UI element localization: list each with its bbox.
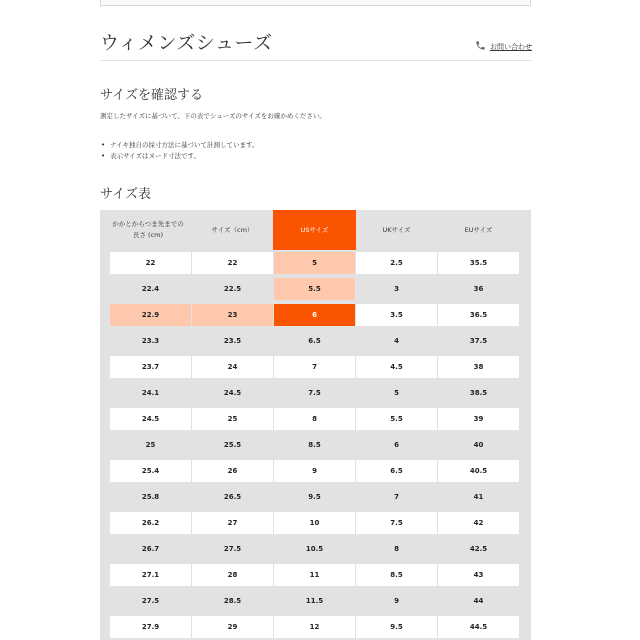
table-cell: 22.5 xyxy=(192,278,273,300)
table-cell: 44.5 xyxy=(438,616,519,638)
header-foot-length: かかとからつま先までの長さ (cm) xyxy=(112,220,184,239)
table-cell: 2.5 xyxy=(356,252,437,274)
table-cell: 29 xyxy=(192,616,273,638)
table-cell: 25 xyxy=(192,408,273,430)
table-cell: 6.5 xyxy=(356,460,437,482)
table-cell: 23.5 xyxy=(192,330,273,352)
table-cell: 3 xyxy=(356,278,437,300)
table-cell: 9 xyxy=(356,590,437,612)
table-cell: 12 xyxy=(274,616,355,638)
table-cell: 40 xyxy=(438,434,519,456)
table-cell: 36.5 xyxy=(438,304,519,326)
table-cell: 24 xyxy=(192,356,273,378)
table-cell: 8.5 xyxy=(356,564,437,586)
table-cell: 42 xyxy=(438,512,519,534)
table-cell: 43 xyxy=(438,564,519,586)
note-item: • ナイキ独自の採寸方法に基づいて計測しています。 xyxy=(100,140,259,151)
table-cell: 23.7 xyxy=(110,356,191,378)
table-cell: 22.9 xyxy=(110,304,191,326)
table-cell: 27 xyxy=(192,512,273,534)
table-cell: 24.1 xyxy=(110,382,191,404)
table-cell: 24.5 xyxy=(192,382,273,404)
table-cell: 9 xyxy=(274,460,355,482)
table-cell: 8 xyxy=(356,538,437,560)
table-cell: 42.5 xyxy=(438,538,519,560)
header-uk-size: UKサイズ xyxy=(382,225,411,234)
table-cell: 22.4 xyxy=(110,278,191,300)
table-cell: 40.5 xyxy=(438,460,519,482)
contact-link[interactable] xyxy=(475,40,532,53)
table-cell: 25.5 xyxy=(192,434,273,456)
table-cell: 11.5 xyxy=(274,590,355,612)
table-cell: 41 xyxy=(438,486,519,508)
table-cell: 27.9 xyxy=(110,616,191,638)
table-cell: 6 xyxy=(356,434,437,456)
table-cell: 4 xyxy=(356,330,437,352)
table-cell: 26.2 xyxy=(110,512,191,534)
table-cell: 22 xyxy=(110,252,191,274)
table-cell: 8.5 xyxy=(274,434,355,456)
title-divider xyxy=(100,60,531,61)
table-cell: 28 xyxy=(192,564,273,586)
size-table-title: サイズ表 xyxy=(100,187,151,202)
phone-icon xyxy=(475,40,486,53)
table-header-row xyxy=(100,210,531,250)
header-eu-size: EUサイズ xyxy=(464,225,493,234)
table-cell: 26.7 xyxy=(110,538,191,560)
table-cell: 22 xyxy=(192,252,273,274)
table-cell: 10.5 xyxy=(274,538,355,560)
table-cell: 8 xyxy=(274,408,355,430)
table-cell: 25.8 xyxy=(110,486,191,508)
header-us-size: USサイズ xyxy=(273,210,356,250)
table-cell: 4.5 xyxy=(356,356,437,378)
table-cell: 5.5 xyxy=(356,408,437,430)
table-cell: 7.5 xyxy=(274,382,355,404)
table-cell: 23 xyxy=(192,304,273,326)
page-title: ウィメンズシューズ xyxy=(100,32,273,54)
table-cell: 25.4 xyxy=(110,460,191,482)
table-cell: 24.5 xyxy=(110,408,191,430)
table-cell: 7 xyxy=(274,356,355,378)
section-title: サイズを確認する xyxy=(100,88,203,103)
note-item: • 表示サイズはヌード寸法です。 xyxy=(100,151,259,162)
intro-text: 測定したサイズに基づいて、下の表でシューズのサイズをお確かめください。 xyxy=(100,112,326,120)
table-cell: 7 xyxy=(356,486,437,508)
table-cell: 27.1 xyxy=(110,564,191,586)
table-cell: 27.5 xyxy=(192,538,273,560)
table-cell: 38 xyxy=(438,356,519,378)
table-cell: 39 xyxy=(438,408,519,430)
header-size-cm: サイズ（cm） xyxy=(211,225,254,234)
table-cell: 10 xyxy=(274,512,355,534)
table-cell: 5.5 xyxy=(274,278,355,300)
table-cell: 37.5 xyxy=(438,330,519,352)
table-cell: 44 xyxy=(438,590,519,612)
table-cell: 38.5 xyxy=(438,382,519,404)
table-cell: 7.5 xyxy=(356,512,437,534)
table-cell: 5 xyxy=(356,382,437,404)
table-cell: 9.5 xyxy=(356,616,437,638)
table-cell: 9.5 xyxy=(274,486,355,508)
table-cell: 3.5 xyxy=(356,304,437,326)
table-cell: 28.5 xyxy=(192,590,273,612)
table-cell: 35.5 xyxy=(438,252,519,274)
previous-section-frame xyxy=(100,0,531,6)
table-cell: 27.5 xyxy=(110,590,191,612)
table-cell: 25 xyxy=(110,434,191,456)
table-cell: 6.5 xyxy=(274,330,355,352)
contact-label: お問い合わせ xyxy=(490,42,532,51)
table-cell: 36 xyxy=(438,278,519,300)
size-table xyxy=(100,210,531,640)
table-cell: 6 xyxy=(274,304,355,326)
notes-list xyxy=(100,140,259,162)
table-cell: 26 xyxy=(192,460,273,482)
table-cell: 26.5 xyxy=(192,486,273,508)
table-cell: 23.3 xyxy=(110,330,191,352)
table-cell: 5 xyxy=(274,252,355,274)
table-cell: 11 xyxy=(274,564,355,586)
